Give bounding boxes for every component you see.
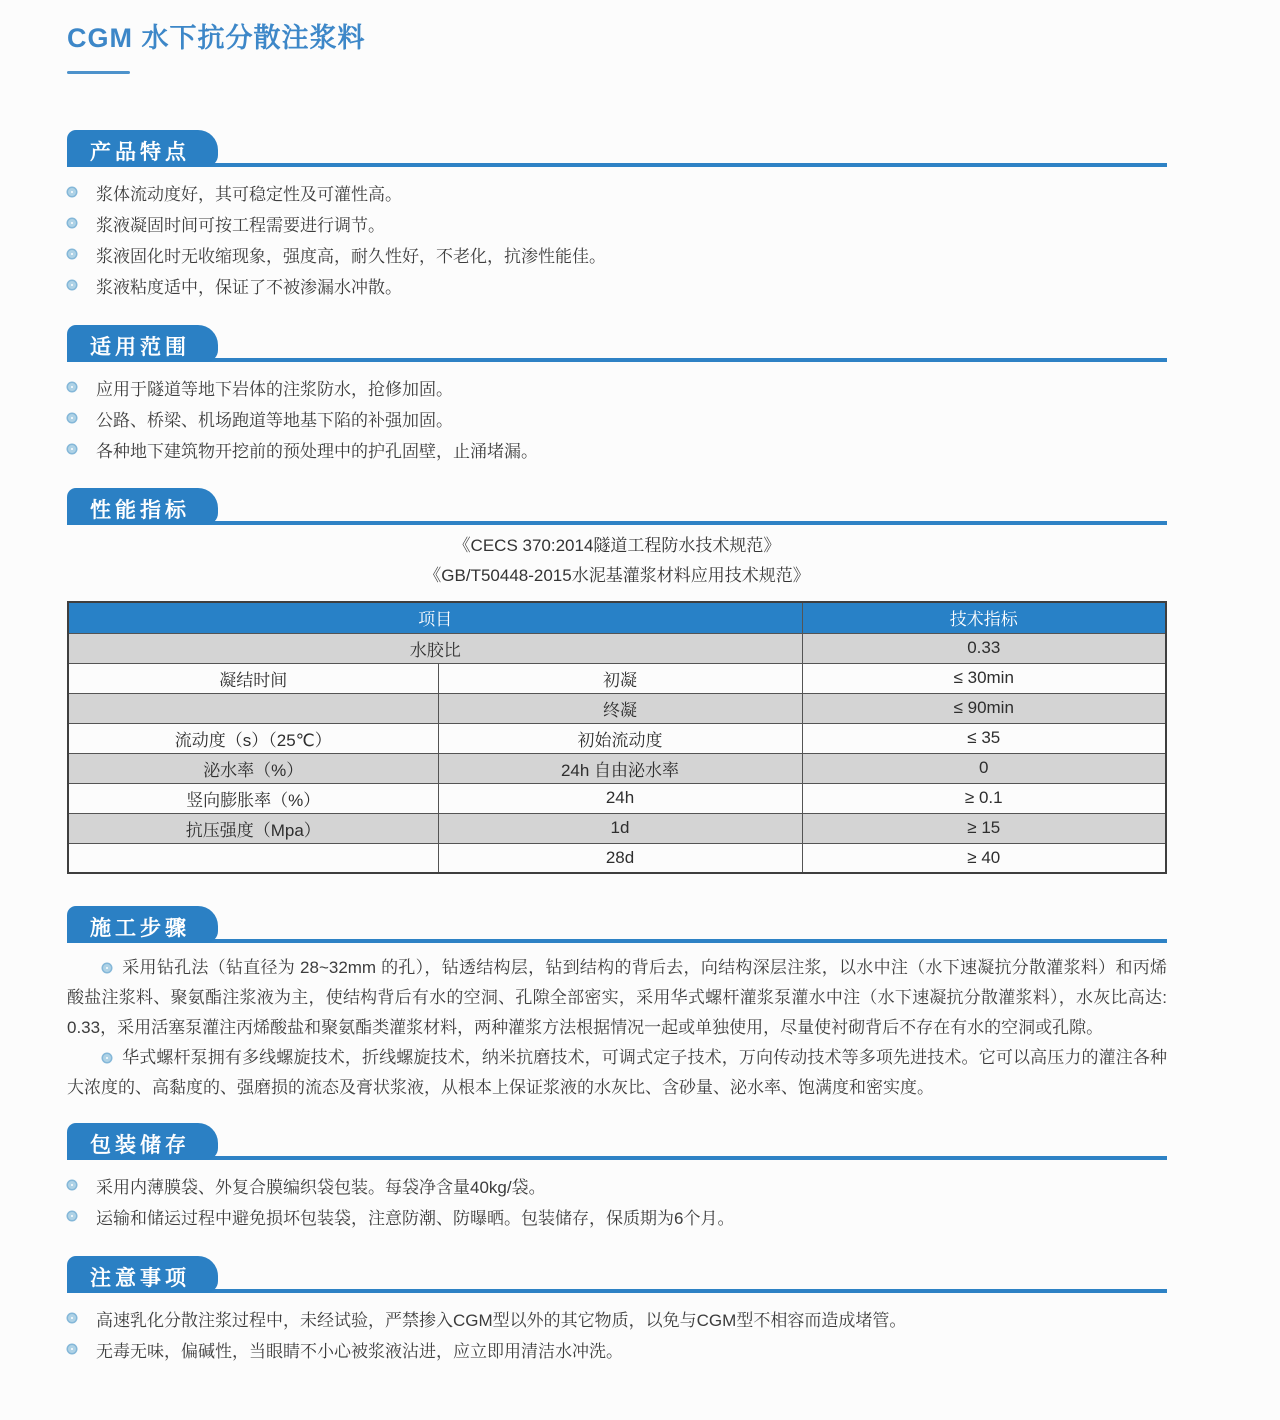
step-paragraph xyxy=(67,953,1167,1043)
section-header-rule xyxy=(67,1256,1167,1293)
table-row xyxy=(68,753,1166,783)
table-cell: ≥ 0.1 xyxy=(802,783,1166,813)
table-cell: 水胶比 xyxy=(68,633,802,663)
section-performance xyxy=(67,488,1167,874)
table-cell: 0 xyxy=(802,753,1166,783)
bullet-ring-icon xyxy=(68,219,76,227)
performance-table xyxy=(67,601,1167,874)
title-block xyxy=(67,16,1167,74)
section-tab-packaging: 包装储存 xyxy=(67,1123,218,1160)
table-head xyxy=(68,602,1166,633)
table-row xyxy=(68,663,1166,693)
section-tab-notes: 注意事项 xyxy=(67,1256,218,1293)
list-item-text: 浆液固化时无收缩现象，强度高，耐久性好，不老化，抗渗性能佳。 xyxy=(96,247,606,266)
section-tab-features: 产品特点 xyxy=(67,130,218,167)
list-item-text: 运输和储运过程中避免损坏包装袋，注意防潮、防曝晒。包装储存，保质期为6个月。 xyxy=(96,1209,735,1228)
list-item xyxy=(67,272,1167,303)
section-notes xyxy=(67,1256,1167,1367)
list-item-text: 浆液凝固时间可按工程需要进行调节。 xyxy=(96,216,385,235)
step-paragraph xyxy=(67,1043,1167,1103)
table-row xyxy=(68,813,1166,843)
table-cell: 凝结时间 xyxy=(68,663,438,693)
paragraphs-block xyxy=(67,953,1167,1103)
section-header-rule xyxy=(67,906,1167,943)
list-item xyxy=(67,179,1167,210)
list-item xyxy=(67,374,1167,405)
table-cell: 初凝 xyxy=(438,663,802,693)
list-item xyxy=(67,1203,1167,1234)
table-cell: ≤ 35 xyxy=(802,723,1166,753)
table-cell: 抗压强度（Mpa） xyxy=(68,813,438,843)
bullet-ring-icon xyxy=(103,1054,111,1062)
table-row xyxy=(68,783,1166,813)
table-cell: 流动度（s）（25℃） xyxy=(68,723,438,753)
table-row xyxy=(68,723,1166,753)
section-header-rule xyxy=(67,488,1167,525)
list-item-text: 浆液粘度适中，保证了不被渗漏水冲散。 xyxy=(96,278,402,297)
table-cell: 28d xyxy=(438,843,802,873)
list-item xyxy=(67,241,1167,272)
list-item xyxy=(67,1305,1167,1336)
bullet-ring-icon xyxy=(68,1314,76,1322)
table-header-cell: 项目 xyxy=(68,602,802,633)
list-item-text: 公路、桥梁、机场跑道等地基下陷的补强加固。 xyxy=(96,411,453,430)
standard-line: 《GB/T50448-2015水泥基灌浆材料应用技术规范》 xyxy=(424,566,810,585)
list-item-text: 高速乳化分散注浆过程中，未经试验，严禁掺入CGM型以外的其它物质，以免与CGM型不相容而造成堵管。 xyxy=(96,1311,907,1330)
table-cell: 终凝 xyxy=(438,693,802,723)
bullet-list xyxy=(67,1172,1167,1234)
section-header-rule xyxy=(67,130,1167,167)
document-page xyxy=(67,16,1167,1367)
title-underline xyxy=(67,71,130,74)
table-cell: 初始流动度 xyxy=(438,723,802,753)
sections-container xyxy=(67,130,1167,1367)
paragraph-text: 华式螺杆泵拥有多线螺旋技术，折线螺旋技术，纳米抗磨技术，可调式定子技术，万向传动技术等多项先进技术。它可以高压力的灌注各种大浓度的、高黏度的、强磨损的流态及膏状浆液，从根本上保证浆液的水灰比、含砂量、泌水率、饱满度和密实度。 xyxy=(67,1048,1167,1097)
standard-line: 《CECS 370:2014隧道工程防水技术规范》 xyxy=(453,536,781,555)
standards-list xyxy=(67,531,1167,591)
list-item xyxy=(67,210,1167,241)
section-tab-performance: 性能指标 xyxy=(67,488,218,525)
bullet-ring-icon xyxy=(103,964,111,972)
list-item-text: 采用内薄膜袋、外复合膜编织袋包装。每袋净含量40kg/袋。 xyxy=(96,1178,546,1197)
bullet-ring-icon xyxy=(68,1212,76,1220)
table-header-cell: 技术指标 xyxy=(802,602,1166,633)
section-header-rule xyxy=(67,1123,1167,1160)
list-item xyxy=(67,436,1167,467)
section-packaging xyxy=(67,1123,1167,1234)
bullet-ring-icon xyxy=(68,445,76,453)
table-cell: 竖向膨胀率（%） xyxy=(68,783,438,813)
list-item-text: 应用于隧道等地下岩体的注浆防水，抢修加固。 xyxy=(96,380,453,399)
table-cell: 1d xyxy=(438,813,802,843)
list-item xyxy=(67,1172,1167,1203)
table-cell: ≥ 40 xyxy=(802,843,1166,873)
bullet-list xyxy=(67,179,1167,303)
table-cell: ≥ 15 xyxy=(802,813,1166,843)
table-row xyxy=(68,633,1166,663)
bullet-ring-icon xyxy=(68,1181,76,1189)
bullet-ring-icon xyxy=(68,188,76,196)
section-features xyxy=(67,130,1167,303)
section-steps xyxy=(67,906,1167,1103)
bullet-list xyxy=(67,374,1167,467)
bullet-ring-icon xyxy=(68,1345,76,1353)
page-title: CGM 水下抗分散注浆料 xyxy=(67,23,366,53)
table-row xyxy=(68,693,1166,723)
section-scope xyxy=(67,325,1167,467)
list-item-text: 浆体流动度好，其可稳定性及可灌性高。 xyxy=(96,185,402,204)
table-cell: 0.33 xyxy=(802,633,1166,663)
table-row xyxy=(68,843,1166,873)
list-item xyxy=(67,405,1167,436)
section-tab-steps: 施工步骤 xyxy=(67,906,218,943)
list-item xyxy=(67,1336,1167,1367)
table-cell: ≤ 90min xyxy=(802,693,1166,723)
section-header-rule xyxy=(67,325,1167,362)
section-tab-scope: 适用范围 xyxy=(67,325,218,362)
table-header-row xyxy=(68,602,1166,633)
table-cell: 24h 自由泌水率 xyxy=(438,753,802,783)
table-body xyxy=(68,633,1166,873)
bullet-ring-icon xyxy=(68,281,76,289)
bullet-ring-icon xyxy=(68,383,76,391)
table-cell: ≤ 30min xyxy=(802,663,1166,693)
bullet-list xyxy=(67,1305,1167,1367)
bullet-ring-icon xyxy=(68,250,76,258)
table-cell xyxy=(68,693,438,723)
list-item-text: 无毒无味，偏碱性，当眼睛不小心被浆液沾进，应立即用清洁水冲洗。 xyxy=(96,1342,623,1361)
table-cell: 24h xyxy=(438,783,802,813)
paragraph-text: 采用钻孔法（钻直径为 28~32mm 的孔），钻透结构层，钻到结构的背后去，向结构深层注浆，以水中注（水下速凝抗分散灌浆料）和丙烯酸盐注浆料、聚氨酯注浆液为主，使结构背后有水的空洞、孔隙全部密实，采用华式螺杆灌浆泵灌水中注（水下速凝抗分散灌浆料），水灰比高达: 0.33，采用活塞泵灌注丙烯酸盐和聚氨酯类灌浆材料，两种灌浆方法根据情况一起或单独使用，尽量使衬砌背后不存在有水的空洞或孔隙。 xyxy=(67,958,1167,1037)
bullet-ring-icon xyxy=(68,414,76,422)
list-item-text: 各种地下建筑物开挖前的预处理中的护孔固壁，止涌堵漏。 xyxy=(96,442,538,461)
table-cell xyxy=(68,843,438,873)
table-cell: 泌水率（%） xyxy=(68,753,438,783)
